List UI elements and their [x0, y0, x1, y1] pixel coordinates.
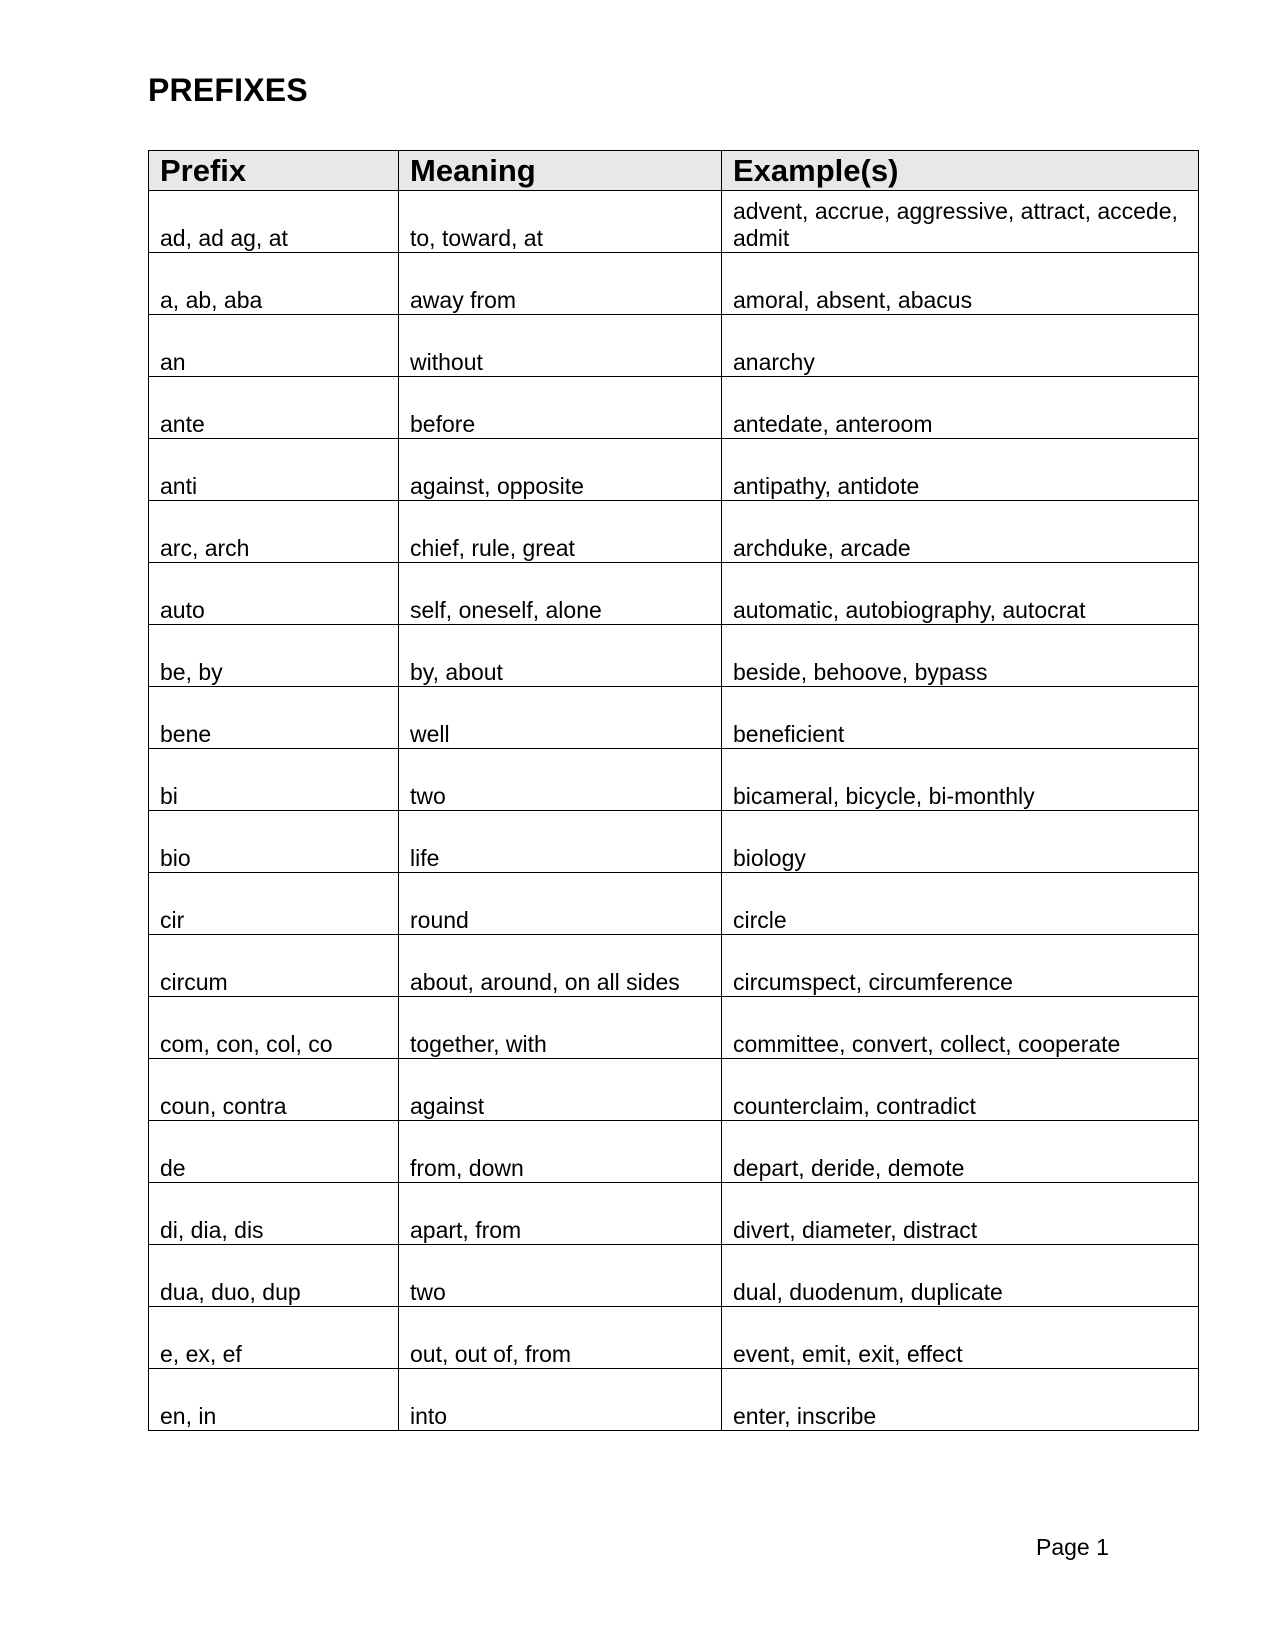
table-row — [149, 377, 1199, 439]
table-row — [149, 749, 1199, 811]
table-row — [149, 501, 1199, 563]
cell-examples: bicameral, bicycle, bi-monthly — [722, 749, 1199, 811]
column-header-examples: Example(s) — [722, 151, 1199, 191]
cell-examples: antedate, anteroom — [722, 377, 1199, 439]
table-row — [149, 1183, 1199, 1245]
cell-prefix: a, ab, aba — [149, 253, 399, 315]
table-header-row — [149, 151, 1199, 191]
cell-meaning: two — [399, 749, 722, 811]
cell-meaning: well — [399, 687, 722, 749]
cell-meaning: before — [399, 377, 722, 439]
cell-examples: circle — [722, 873, 1199, 935]
cell-meaning: into — [399, 1369, 722, 1431]
table-row — [149, 1121, 1199, 1183]
cell-meaning: about, around, on all sides — [399, 935, 722, 997]
cell-meaning: two — [399, 1245, 722, 1307]
cell-prefix: di, dia, dis — [149, 1183, 399, 1245]
cell-examples: advent, accrue, aggressive, attract, accede, admit — [722, 191, 1199, 253]
table-row — [149, 563, 1199, 625]
cell-prefix: de — [149, 1121, 399, 1183]
column-header-meaning: Meaning — [399, 151, 722, 191]
cell-prefix: bene — [149, 687, 399, 749]
table-row — [149, 811, 1199, 873]
cell-prefix: auto — [149, 563, 399, 625]
table-row — [149, 1245, 1199, 1307]
cell-prefix: en, in — [149, 1369, 399, 1431]
cell-prefix: an — [149, 315, 399, 377]
cell-examples: divert, diameter, distract — [722, 1183, 1199, 1245]
table-row — [149, 253, 1199, 315]
cell-examples: antipathy, antidote — [722, 439, 1199, 501]
cell-prefix: circum — [149, 935, 399, 997]
cell-examples: beneficient — [722, 687, 1199, 749]
cell-meaning: without — [399, 315, 722, 377]
cell-meaning: life — [399, 811, 722, 873]
table-row — [149, 1369, 1199, 1431]
cell-examples: anarchy — [722, 315, 1199, 377]
cell-examples: committee, convert, collect, cooperate — [722, 997, 1199, 1059]
cell-examples: amoral, absent, abacus — [722, 253, 1199, 315]
cell-prefix: coun, contra — [149, 1059, 399, 1121]
cell-examples: enter, inscribe — [722, 1369, 1199, 1431]
cell-examples: archduke, arcade — [722, 501, 1199, 563]
column-header-prefix: Prefix — [149, 151, 399, 191]
cell-prefix: ante — [149, 377, 399, 439]
cell-meaning: together, with — [399, 997, 722, 1059]
page-number: Page 1 — [1036, 1534, 1109, 1560]
cell-examples: biology — [722, 811, 1199, 873]
cell-meaning: chief, rule, great — [399, 501, 722, 563]
cell-meaning: self, oneself, alone — [399, 563, 722, 625]
cell-prefix: be, by — [149, 625, 399, 687]
cell-prefix: cir — [149, 873, 399, 935]
cell-meaning: to, toward, at — [399, 191, 722, 253]
table-row — [149, 439, 1199, 501]
cell-examples: beside, behoove, bypass — [722, 625, 1199, 687]
cell-prefix: bi — [149, 749, 399, 811]
cell-prefix: anti — [149, 439, 399, 501]
cell-prefix: com, con, col, co — [149, 997, 399, 1059]
table-row — [149, 625, 1199, 687]
table-row — [149, 935, 1199, 997]
table-body — [149, 191, 1199, 1431]
cell-examples: event, emit, exit, effect — [722, 1307, 1199, 1369]
cell-prefix: bio — [149, 811, 399, 873]
table-row — [149, 191, 1199, 253]
table-row — [149, 997, 1199, 1059]
table-row — [149, 315, 1199, 377]
table-row — [149, 873, 1199, 935]
cell-meaning: by, about — [399, 625, 722, 687]
cell-examples: depart, deride, demote — [722, 1121, 1199, 1183]
cell-prefix: e, ex, ef — [149, 1307, 399, 1369]
cell-prefix: dua, duo, dup — [149, 1245, 399, 1307]
cell-prefix: ad, ad ag, at — [149, 191, 399, 253]
cell-meaning: away from — [399, 253, 722, 315]
cell-meaning: apart, from — [399, 1183, 722, 1245]
cell-examples: counterclaim, contradict — [722, 1059, 1199, 1121]
cell-examples: circumspect, circumference — [722, 935, 1199, 997]
cell-meaning: against — [399, 1059, 722, 1121]
prefix-table — [148, 150, 1199, 1431]
table-row — [149, 1059, 1199, 1121]
table-row — [149, 1307, 1199, 1369]
cell-meaning: against, opposite — [399, 439, 722, 501]
cell-examples: dual, duodenum, duplicate — [722, 1245, 1199, 1307]
cell-meaning: out, out of, from — [399, 1307, 722, 1369]
cell-examples: automatic, autobiography, autocrat — [722, 563, 1199, 625]
page-title: PREFIXES — [148, 72, 308, 108]
table-row — [149, 687, 1199, 749]
cell-meaning: from, down — [399, 1121, 722, 1183]
cell-meaning: round — [399, 873, 722, 935]
cell-prefix: arc, arch — [149, 501, 399, 563]
